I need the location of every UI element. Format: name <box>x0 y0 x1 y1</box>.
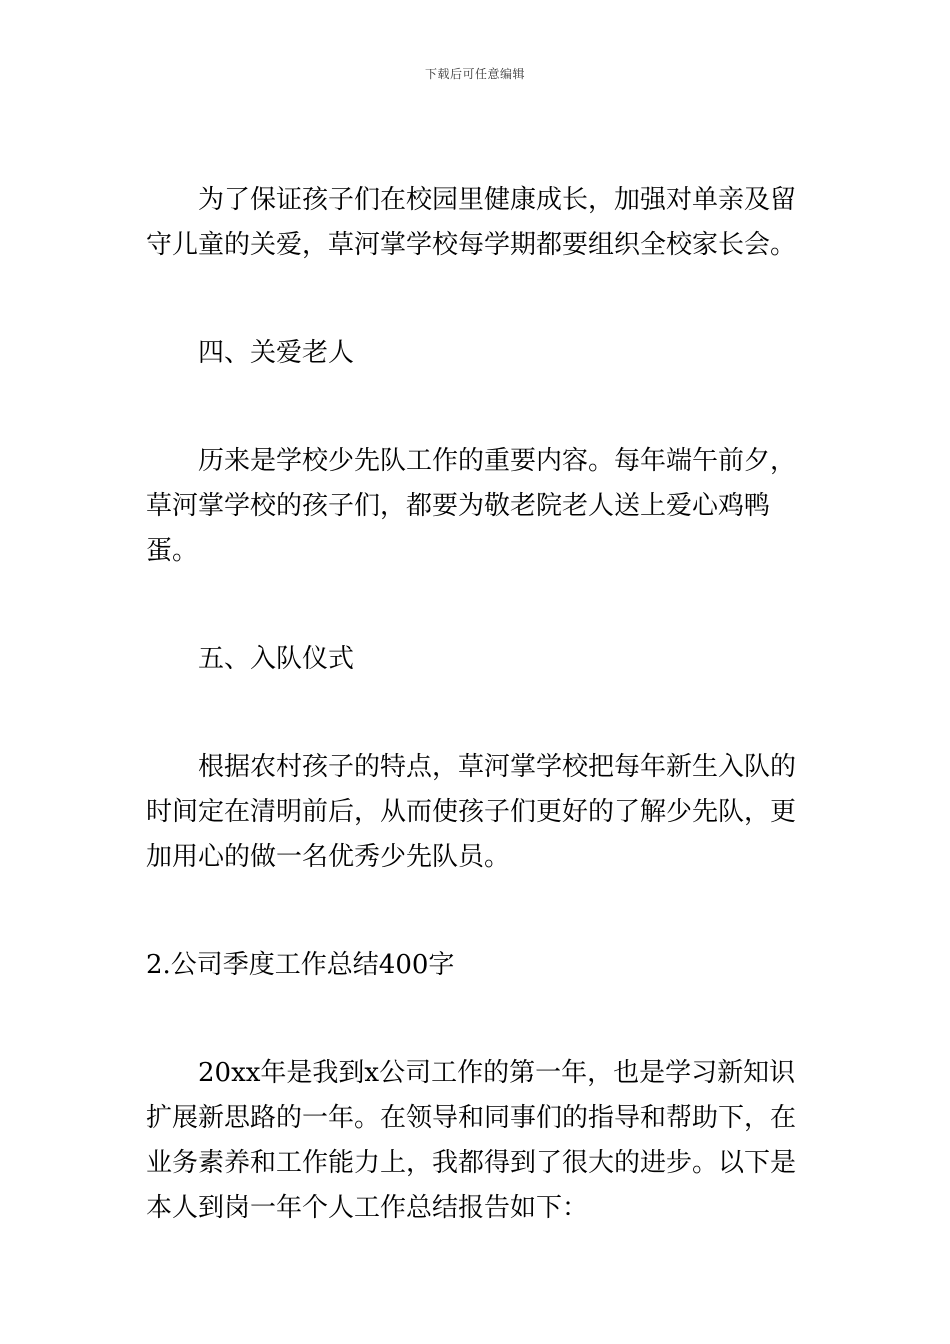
header-note: 下载后可任意编辑 <box>424 67 525 81</box>
document-body <box>146 178 808 1231</box>
paragraph-gap <box>146 880 808 943</box>
paragraph-care-elderly: 历来是学校少先队工作的重要内容。每年端午前夕，草河掌学校的孩子们，都要为敬老院老人送上爱心鸡鸭蛋。 <box>146 446 797 566</box>
paragraph-gap <box>146 682 808 745</box>
paragraph-gap <box>146 268 808 331</box>
paragraph-gap <box>146 376 808 439</box>
paragraph-gap <box>146 988 808 1051</box>
paragraph-gap <box>146 574 808 637</box>
paragraph-enrollment-ceremony: 根据农村孩子的特点，草河掌学校把每年新生入队的时间定在清明前后，从而使孩子们更好的了解少先队，更加用心的做一名优秀少先队员。 <box>146 752 797 872</box>
heading-care-elderly: 四、关爱老人 <box>198 338 355 368</box>
paragraph-annual-summary: 20xx年是我到x公司工作的第一年，也是学习新知识扩展新思路的一年。在领导和同事们的指导和帮助下，在业务素养和工作能力上，我都得到了很大的进步。以下是本人到岗一年个人工作总结报告如下： <box>146 1058 797 1223</box>
heading-enrollment-ceremony: 五、入队仪式 <box>198 644 355 674</box>
section-title-quarterly-summary: 2.公司季度工作总结400字 <box>146 950 455 980</box>
paragraph-care-children: 为了保证孩子们在校园里健康成长，加强对单亲及留守儿童的关爱，草河掌学校每学期都要组织全校家长会。 <box>146 185 797 260</box>
